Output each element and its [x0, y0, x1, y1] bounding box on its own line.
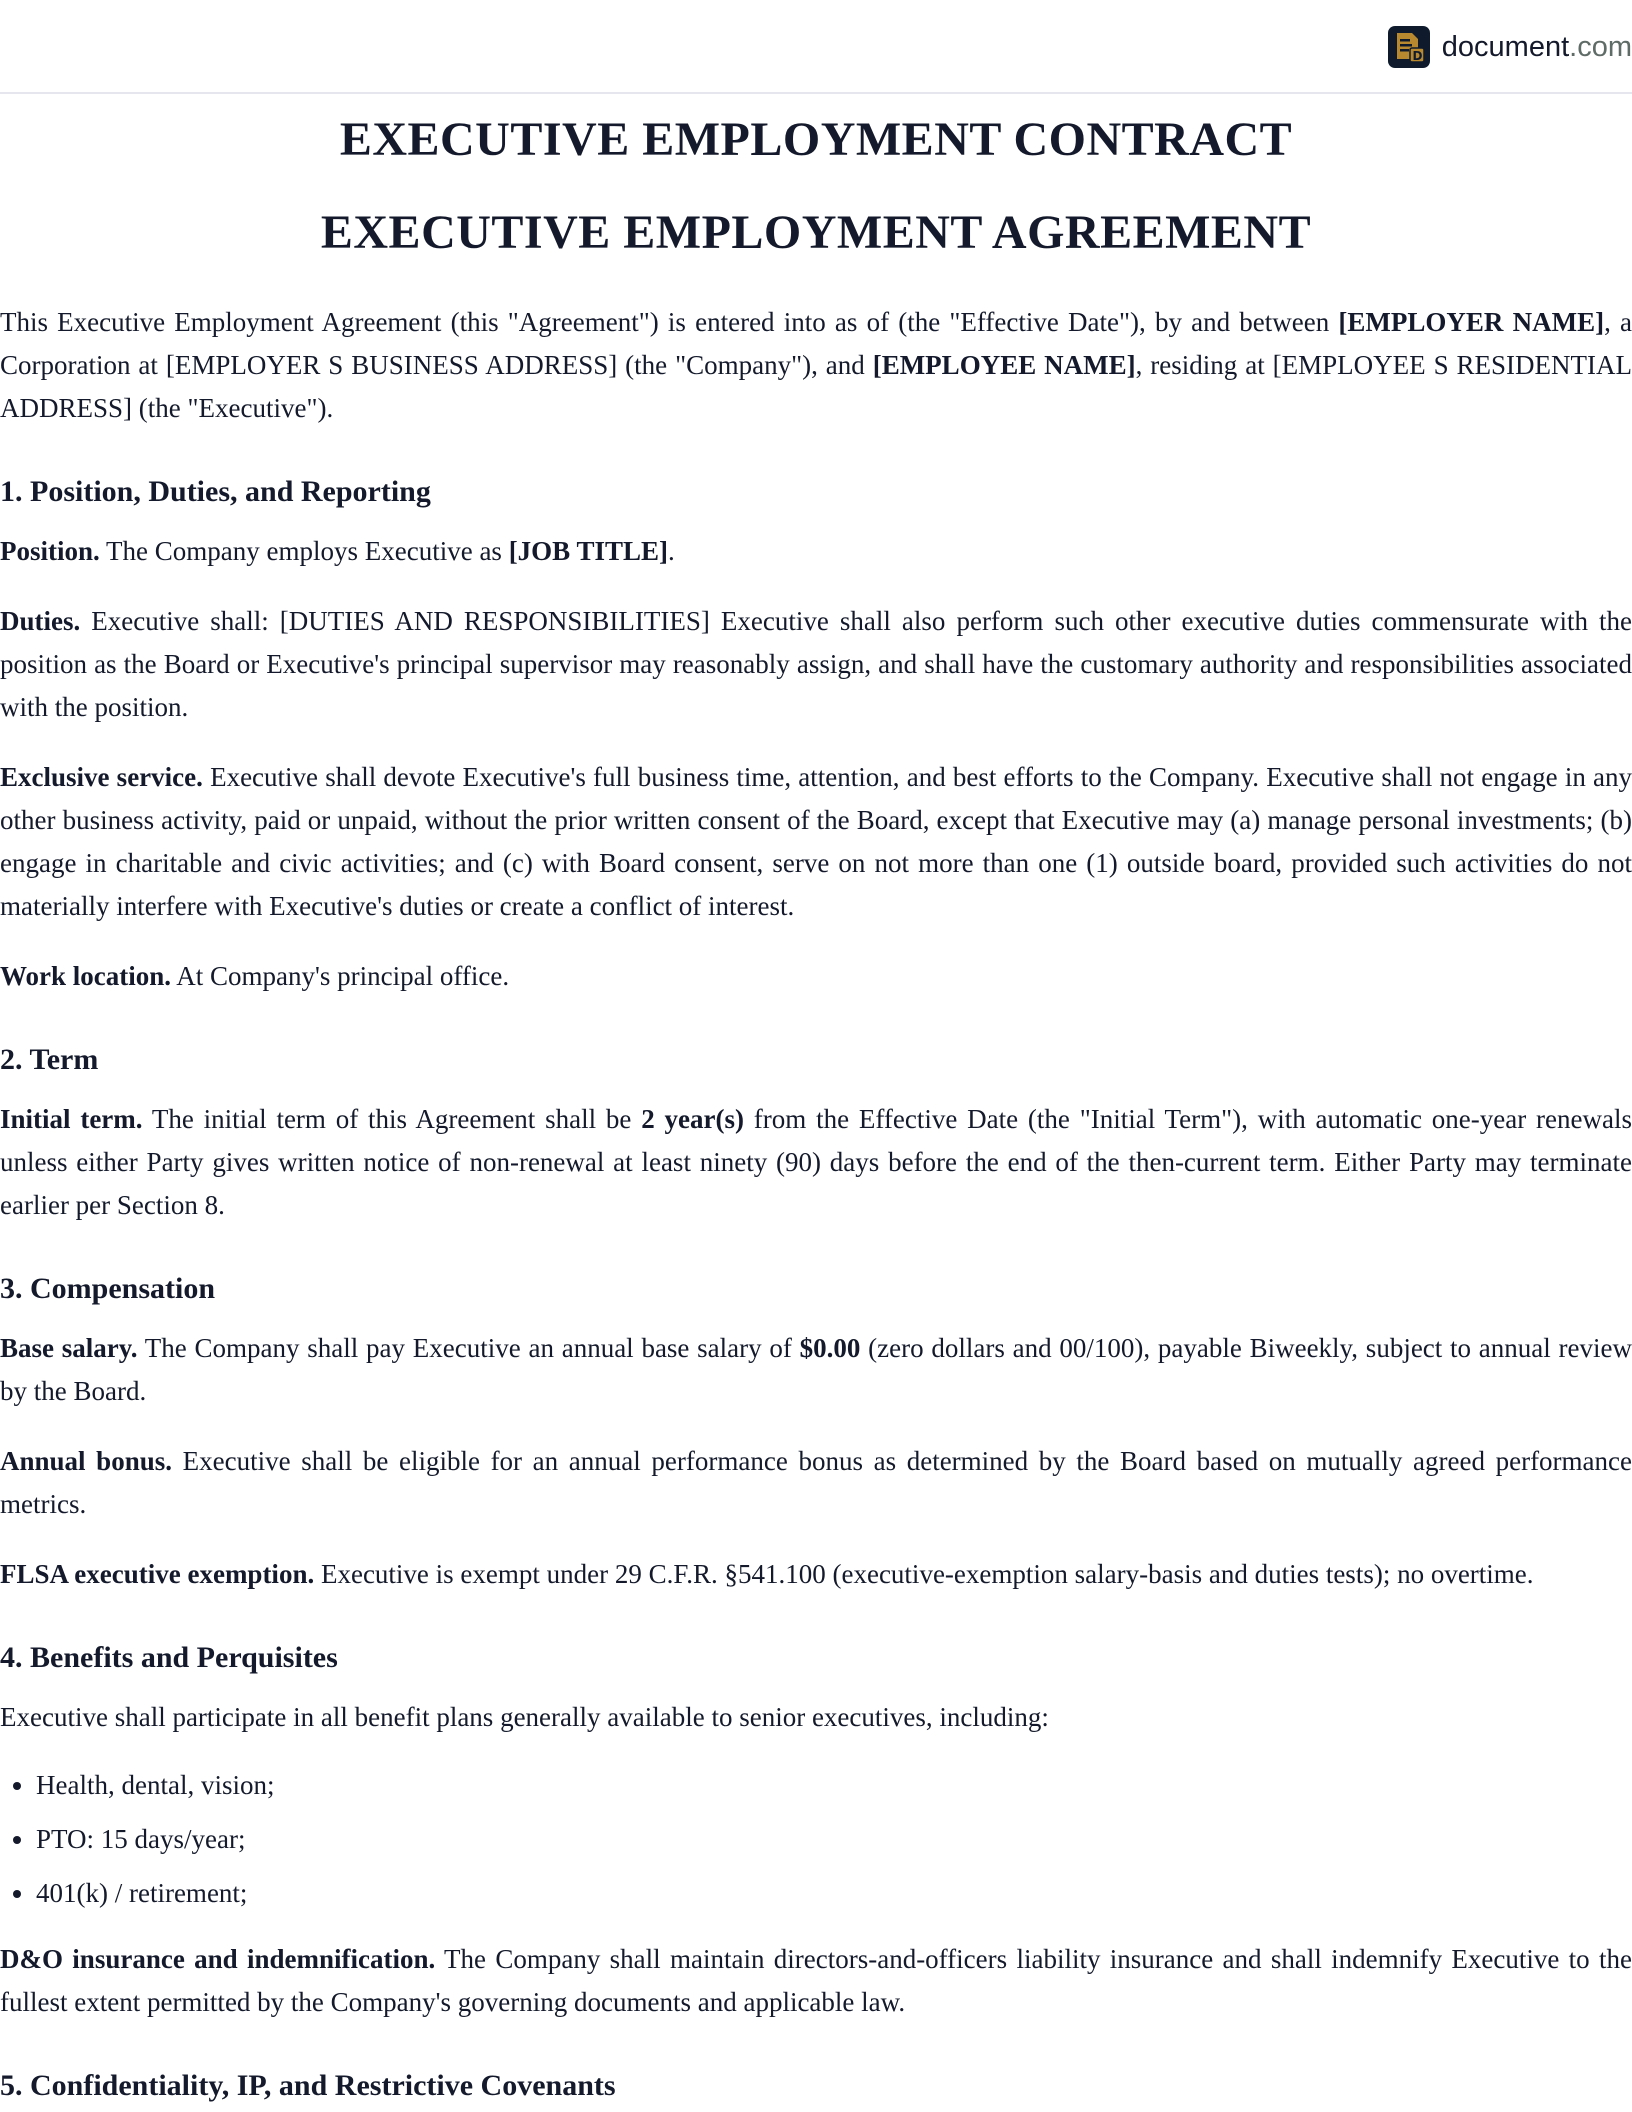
document-body: [0, 110, 1632, 2107]
list-item: • PTO: 15 days/year;: [36, 1818, 1632, 1861]
document-logo-icon: [1388, 26, 1430, 68]
svg-text:D: D: [1412, 49, 1423, 63]
list-item: • 401(k) / retirement;: [36, 1872, 1632, 1915]
intro-paragraph: This Executive Employment Agreement (this "Agreement") is entered into as of (the "Effective Date"), by and between [EMPLOYER NAME], a Corporation at [EMPLOYER S BUSINESS ADDRESS] (the "Company"), and [EMPLOYEE NAME], residing at [EMPLOYEE S RESIDENTIAL ADDRESS] (the "Executive").: [0, 307, 1632, 423]
section-heading-3: 3. Compensation: [0, 1272, 216, 1305]
agreement-title: EXECUTIVE EMPLOYMENT AGREEMENT: [320, 206, 1312, 259]
benefits-list: [0, 1764, 1632, 1915]
brand-logo[interactable]: [1388, 26, 1632, 68]
document-title: EXECUTIVE EMPLOYMENT CONTRACT: [339, 113, 1293, 166]
flsa-clause: FLSA executive exemption. Executive is exempt under 29 C.F.R. §541.100 (executive-exemption salary-basis and duties tests); no overtime.: [0, 1559, 1534, 1589]
section-heading-1: 1. Position, Duties, and Reporting: [0, 475, 431, 508]
exclusive-service-clause: Exclusive service. Executive shall devote Executive's full business time, attention, and best efforts to the Company. Executive shall not engage in any other business activity, paid or unpaid, without the prior written consent of the Board, except that Executive may (a) manage personal investments; (b) engage in charitable and civic activities; and (c) with Board consent, serve on not more than one (1) outside board, provided such activities do not materially interfere with Executive's duties or create a conflict of interest.: [0, 762, 1632, 921]
base-salary-clause: Base salary. The Company shall pay Executive an annual base salary of $0.00 (zero dollars and 00/100), payable Biweekly, subject to annual review by the Board.: [0, 1333, 1632, 1406]
position-clause: Position. The Company employs Executive as [JOB TITLE].: [0, 536, 675, 566]
section-heading-4: 4. Benefits and Perquisites: [0, 1641, 338, 1674]
section-heading-2: 2. Term: [0, 1043, 99, 1076]
brand-name: document.com: [1441, 30, 1632, 63]
section-heading-5: 5. Confidentiality, IP, and Restrictive Covenants: [0, 2069, 616, 2102]
initial-term-clause: Initial term. The initial term of this Agreement shall be 2 year(s) from the Effective Date (the "Initial Term"), with automatic one-year renewals unless either Party gives written notice of non-renewal at least ninety (90) days before the end of the then-current term. Either Party may terminate earlier per Section 8.: [0, 1104, 1632, 1220]
work-location-clause: Work location. At Company's principal office.: [0, 961, 510, 991]
duties-clause: Duties. Executive shall: [DUTIES AND RESPONSIBILITIES] Executive shall also perform such other executive duties commensurate with the position as the Board or Executive's principal supervisor may reasonably assign, and shall have the customary authority and responsibilities associated with the position.: [0, 606, 1632, 722]
benefits-lead: Executive shall participate in all benefit plans generally available to senior executives, including:: [0, 1702, 1049, 1732]
list-item: • Health, dental, vision;: [36, 1764, 1632, 1807]
annual-bonus-clause: Annual bonus. Executive shall be eligible for an annual performance bonus as determined by the Board based on mutually agreed performance metrics.: [0, 1446, 1632, 1519]
header-bar: [0, 0, 1632, 94]
dando-clause: D&O insurance and indemnification. The Company shall maintain directors-and-officers liability insurance and shall indemnify Executive to the fullest extent permitted by the Company's governing documents and applicable law.: [0, 1944, 1632, 2017]
